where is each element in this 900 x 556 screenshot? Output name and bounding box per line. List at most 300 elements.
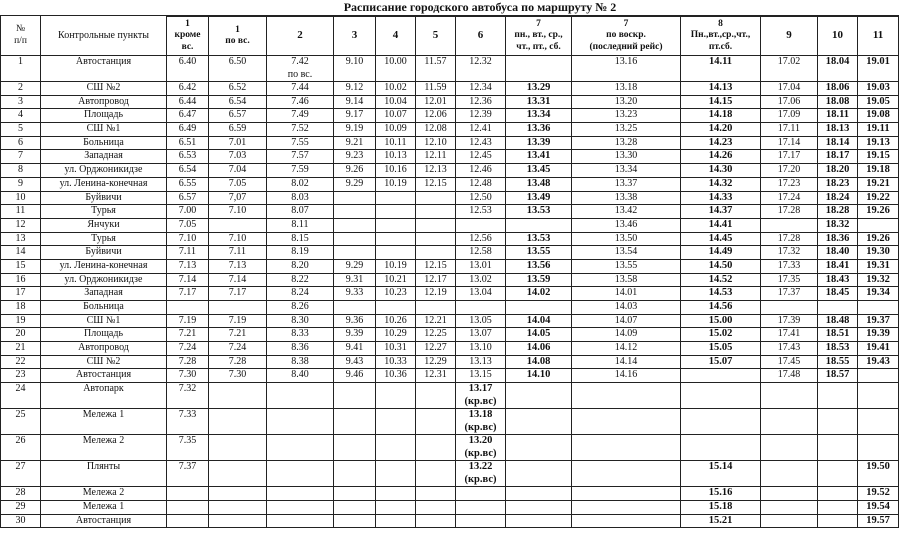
row-number: 5	[1, 123, 41, 137]
control-point-name: Западная	[41, 150, 167, 164]
table-row	[1, 273, 899, 287]
departure-time	[334, 409, 376, 435]
departure-time: 13.36	[506, 123, 572, 137]
departure-time: 19.34	[858, 287, 899, 301]
departure-time	[167, 301, 209, 315]
departure-time	[416, 191, 456, 205]
departure-time: 7.28	[209, 355, 267, 369]
departure-time: 9.36	[334, 314, 376, 328]
header-trip: 1 по вс.	[209, 17, 267, 56]
departure-time	[334, 435, 376, 461]
control-point-name: ул. Орджоникидзе	[41, 273, 167, 287]
departure-time: 17.06	[761, 95, 818, 109]
departure-time: 19.52	[858, 487, 899, 501]
departure-time	[456, 487, 506, 501]
header-trip: 2	[267, 17, 334, 56]
departure-time: 9.23	[334, 150, 376, 164]
departure-time: 7.11	[167, 246, 209, 260]
departure-time: 14.13	[681, 82, 761, 96]
departure-time	[681, 409, 761, 435]
row-number: 19	[1, 314, 41, 328]
row-number: 8	[1, 164, 41, 178]
departure-time	[376, 383, 416, 409]
header-trip: 6	[456, 17, 506, 56]
row-number: 30	[1, 514, 41, 528]
departure-time: 8.33	[267, 328, 334, 342]
departure-time: 13.25	[572, 123, 681, 137]
control-point-name: Буйвичи	[41, 191, 167, 205]
departure-time	[818, 461, 858, 487]
departure-time: 7,07	[209, 191, 267, 205]
departure-time: 9.10	[334, 56, 376, 82]
table-row	[1, 435, 899, 461]
departure-time: 14.33	[681, 191, 761, 205]
departure-time	[376, 232, 416, 246]
table-row	[1, 514, 899, 528]
departure-time: 19.01	[858, 56, 899, 82]
control-point-name: Турья	[41, 205, 167, 219]
departure-time: 10.02	[376, 82, 416, 96]
departure-time	[681, 369, 761, 383]
departure-time: 8.30	[267, 314, 334, 328]
departure-time: 17.23	[761, 177, 818, 191]
departure-time: 9.19	[334, 123, 376, 137]
departure-time: 17.43	[761, 342, 818, 356]
row-number: 26	[1, 435, 41, 461]
table-row	[1, 205, 899, 219]
departure-time: 14.53	[681, 287, 761, 301]
departure-time: 18.32	[818, 218, 858, 232]
table-row	[1, 259, 899, 273]
departure-time: 13.20	[572, 95, 681, 109]
departure-time	[858, 369, 899, 383]
departure-time: 7.46	[267, 95, 334, 109]
control-point-name: Янчуки	[41, 218, 167, 232]
table-row	[1, 232, 899, 246]
departure-time: 7.32	[167, 383, 209, 409]
departure-time: 12.01	[416, 95, 456, 109]
departure-time: 6.52	[209, 82, 267, 96]
departure-time: 19.26	[858, 205, 899, 219]
departure-time	[506, 218, 572, 232]
departure-time: 12.19	[416, 287, 456, 301]
departure-time: 10.16	[376, 164, 416, 178]
table-row	[1, 369, 899, 383]
departure-time: 10.07	[376, 109, 416, 123]
departure-time	[376, 487, 416, 501]
departure-time: 13.56	[506, 259, 572, 273]
departure-time	[761, 383, 818, 409]
departure-time: 17.09	[761, 109, 818, 123]
departure-time: 18.11	[818, 109, 858, 123]
departure-time: 14.50	[681, 259, 761, 273]
departure-time: 14.18	[681, 109, 761, 123]
departure-time: 17.28	[761, 205, 818, 219]
departure-time: 18.36	[818, 232, 858, 246]
table-row	[1, 164, 899, 178]
departure-time: 7.14	[209, 273, 267, 287]
departure-time: 17.20	[761, 164, 818, 178]
departure-time: 8.20	[267, 259, 334, 273]
departure-time: 17.35	[761, 273, 818, 287]
table-row	[1, 301, 899, 315]
departure-time: 13.05	[456, 314, 506, 328]
departure-time	[416, 435, 456, 461]
departure-time: 6.42	[167, 82, 209, 96]
departure-time: 17.04	[761, 82, 818, 96]
departure-time: 12.46	[456, 164, 506, 178]
departure-time: 7.30	[167, 369, 209, 383]
departure-time: 19.21	[858, 177, 899, 191]
departure-time: 14.10	[506, 369, 572, 383]
departure-time	[209, 383, 267, 409]
departure-time: 10.04	[376, 95, 416, 109]
departure-time: 10.19	[376, 177, 416, 191]
departure-time	[376, 461, 416, 487]
departure-time	[376, 409, 416, 435]
header-trip: 11	[858, 17, 899, 56]
departure-time: 6.54	[209, 95, 267, 109]
departure-time: 8.19	[267, 246, 334, 260]
departure-time: 12.50	[456, 191, 506, 205]
departure-time: 7.04	[209, 164, 267, 178]
departure-time: 7.11	[209, 246, 267, 260]
departure-time: 13.42	[572, 205, 681, 219]
departure-time: 12.34	[456, 82, 506, 96]
departure-time: 15.00	[681, 314, 761, 328]
departure-time: 13.50	[572, 232, 681, 246]
table-row	[1, 355, 899, 369]
departure-time: 18.24	[818, 191, 858, 205]
departure-time: 17.28	[761, 232, 818, 246]
departure-time: 13.17 (кр.вс)	[456, 383, 506, 409]
departure-time: 12.11	[416, 150, 456, 164]
departure-time	[416, 487, 456, 501]
departure-time	[572, 435, 681, 461]
departure-time: 12.45	[456, 150, 506, 164]
table-row	[1, 136, 899, 150]
departure-time	[761, 487, 818, 501]
departure-time	[761, 409, 818, 435]
departure-time: 18.51	[818, 328, 858, 342]
header-number: № п/п	[1, 16, 41, 56]
departure-time: 10.29	[376, 328, 416, 342]
departure-time: 12.43	[456, 136, 506, 150]
control-point-name: ул. Ленина-конечная	[41, 177, 167, 191]
departure-time	[376, 500, 416, 514]
departure-time	[572, 500, 681, 514]
departure-time: 13.28	[572, 136, 681, 150]
departure-time: 13.34	[572, 164, 681, 178]
header-control-points: Контрольные пункты	[41, 16, 167, 56]
departure-time	[858, 383, 899, 409]
table-row	[1, 82, 899, 96]
departure-time	[506, 56, 572, 82]
departure-time: 6.49	[167, 123, 209, 137]
departure-time: 7.19	[167, 314, 209, 328]
row-number: 23	[1, 369, 41, 383]
departure-time: 14.14	[572, 355, 681, 369]
control-point-name: Автостанция	[41, 514, 167, 528]
departure-time: 18.48	[818, 314, 858, 328]
departure-time: 19.30	[858, 246, 899, 260]
control-point-name: СШ №2	[41, 355, 167, 369]
departure-time	[209, 487, 267, 501]
row-number: 29	[1, 500, 41, 514]
table-row	[1, 500, 899, 514]
departure-time: 12.17	[416, 273, 456, 287]
departure-time	[209, 514, 267, 528]
table-row	[1, 109, 899, 123]
departure-time: 10.23	[376, 287, 416, 301]
row-number: 18	[1, 301, 41, 315]
departure-time: 7.28	[167, 355, 209, 369]
departure-time: 14.30	[681, 164, 761, 178]
departure-time: 10.11	[376, 136, 416, 150]
departure-time	[267, 487, 334, 501]
departure-time: 6.59	[209, 123, 267, 137]
control-point-name: Больница	[41, 301, 167, 315]
departure-time	[209, 461, 267, 487]
departure-time: 13.10	[456, 342, 506, 356]
table-row	[1, 409, 899, 435]
control-point-name: Автопарк	[41, 383, 167, 409]
departure-time	[572, 409, 681, 435]
departure-time: 15.05	[681, 342, 761, 356]
departure-time: 13.45	[506, 164, 572, 178]
departure-time: 14.04	[506, 314, 572, 328]
row-number: 21	[1, 342, 41, 356]
departure-time	[858, 218, 899, 232]
departure-time: 11.57	[416, 56, 456, 82]
departure-time	[416, 514, 456, 528]
departure-time: 7.10	[167, 232, 209, 246]
departure-time: 14.15	[681, 95, 761, 109]
departure-time	[681, 383, 761, 409]
departure-time: 19.26	[858, 232, 899, 246]
departure-time: 19.32	[858, 273, 899, 287]
departure-time: 19.57	[858, 514, 899, 528]
departure-time	[761, 435, 818, 461]
departure-time: 13.23	[572, 109, 681, 123]
departure-time: 7.00	[167, 205, 209, 219]
departure-time	[376, 218, 416, 232]
table-row	[1, 287, 899, 301]
page-title: Расписание городского автобуса по маршруту № 2	[343, 0, 617, 14]
departure-time: 14.41	[681, 218, 761, 232]
departure-time	[456, 500, 506, 514]
departure-time: 9.26	[334, 164, 376, 178]
departure-time	[416, 409, 456, 435]
departure-time: 17.24	[761, 191, 818, 205]
departure-time: 12.25	[416, 328, 456, 342]
departure-time: 18.04	[818, 56, 858, 82]
departure-time: 7.17	[167, 287, 209, 301]
departure-time: 14.12	[572, 342, 681, 356]
departure-time	[376, 246, 416, 260]
row-number: 1	[1, 56, 41, 82]
departure-time: 9.12	[334, 82, 376, 96]
departure-time: 19.18	[858, 164, 899, 178]
header-trip: 1 кроме вс.	[167, 17, 209, 56]
departure-time	[334, 218, 376, 232]
departure-time: 17.41	[761, 328, 818, 342]
departure-time: 10.26	[376, 314, 416, 328]
departure-time: 13.02	[456, 273, 506, 287]
header-trip: 10	[818, 17, 858, 56]
departure-time	[818, 500, 858, 514]
departure-time: 7.37	[167, 461, 209, 487]
departure-time	[334, 514, 376, 528]
departure-time	[209, 409, 267, 435]
departure-time: 13.34	[506, 109, 572, 123]
departure-time: 7.49	[267, 109, 334, 123]
departure-time: 10.19	[376, 259, 416, 273]
departure-time	[267, 514, 334, 528]
departure-time	[267, 383, 334, 409]
row-number: 11	[1, 205, 41, 219]
control-point-name: Автостанция	[41, 369, 167, 383]
departure-time: 9.41	[334, 342, 376, 356]
departure-time	[572, 514, 681, 528]
departure-time: 19.15	[858, 150, 899, 164]
departure-time	[818, 301, 858, 315]
departure-time: 15.02	[681, 328, 761, 342]
departure-time: 14.45	[681, 232, 761, 246]
departure-time: 17.11	[761, 123, 818, 137]
departure-time	[572, 383, 681, 409]
control-point-name: Мележа 2	[41, 487, 167, 501]
departure-time: 18.17	[818, 150, 858, 164]
departure-time: 9.29	[334, 177, 376, 191]
table-row	[1, 150, 899, 164]
table-row	[1, 246, 899, 260]
departure-time: 14.07	[572, 314, 681, 328]
departure-time: 12.41	[456, 123, 506, 137]
departure-time: 13.07	[456, 328, 506, 342]
departure-time: 7.13	[167, 259, 209, 273]
row-number: 17	[1, 287, 41, 301]
row-number: 27	[1, 461, 41, 487]
departure-time: 12.31	[416, 369, 456, 383]
departure-time: 13.37	[572, 177, 681, 191]
departure-time	[506, 461, 572, 487]
departure-time: 15.21	[681, 514, 761, 528]
departure-time: 19.08	[858, 109, 899, 123]
row-number: 10	[1, 191, 41, 205]
departure-time: 7.17	[209, 287, 267, 301]
departure-time: 13.53	[506, 205, 572, 219]
departure-time	[416, 383, 456, 409]
departure-time	[506, 383, 572, 409]
departure-time: 12.06	[416, 109, 456, 123]
departure-time	[334, 205, 376, 219]
table-row	[1, 383, 899, 409]
table-row	[1, 461, 899, 487]
header-trip: 7 по воскр. (последний рейс)	[572, 17, 681, 56]
departure-time: 12.10	[416, 136, 456, 150]
departure-time	[858, 301, 899, 315]
departure-time: 7.10	[209, 205, 267, 219]
departure-time	[761, 301, 818, 315]
departure-time: 13.59	[506, 273, 572, 287]
header-trip: 9	[761, 17, 818, 56]
control-point-name: Плянты	[41, 461, 167, 487]
control-point-name: Автопровод	[41, 95, 167, 109]
control-point-name: Турья	[41, 232, 167, 246]
departure-time	[376, 514, 416, 528]
departure-time: 11.59	[416, 82, 456, 96]
departure-time	[572, 461, 681, 487]
control-point-name: Мележа 2	[41, 435, 167, 461]
departure-time: 14.01	[572, 287, 681, 301]
row-number: 12	[1, 218, 41, 232]
departure-time: 7.59	[267, 164, 334, 178]
departure-time: 7.21	[167, 328, 209, 342]
departure-time: 14.02	[506, 287, 572, 301]
departure-time: 6.55	[167, 177, 209, 191]
departure-time: 12.27	[416, 342, 456, 356]
table-row	[1, 123, 899, 137]
departure-time	[209, 301, 267, 315]
departure-time	[858, 435, 899, 461]
row-number: 6	[1, 136, 41, 150]
departure-time: 12.56	[456, 232, 506, 246]
departure-time: 8.15	[267, 232, 334, 246]
departure-time: 7.42 по вс.	[267, 56, 334, 82]
departure-time: 18.40	[818, 246, 858, 260]
departure-time: 6.44	[167, 95, 209, 109]
departure-time: 19.39	[858, 328, 899, 342]
departure-time	[267, 500, 334, 514]
departure-time: 7.13	[209, 259, 267, 273]
departure-time: 9.46	[334, 369, 376, 383]
departure-time	[818, 435, 858, 461]
departure-time: 10.36	[376, 369, 416, 383]
departure-time	[818, 409, 858, 435]
departure-time	[818, 514, 858, 528]
departure-time: 10.00	[376, 56, 416, 82]
departure-time: 14.49	[681, 246, 761, 260]
departure-time	[416, 461, 456, 487]
departure-time	[209, 435, 267, 461]
departure-time: 13.04	[456, 287, 506, 301]
departure-time	[416, 205, 456, 219]
departure-time: 8.02	[267, 177, 334, 191]
departure-time: 13.48	[506, 177, 572, 191]
departure-time: 13.31	[506, 95, 572, 109]
departure-time: 7.01	[209, 136, 267, 150]
schedule-table	[0, 15, 899, 528]
departure-time: 9.31	[334, 273, 376, 287]
control-point-name: СШ №1	[41, 123, 167, 137]
departure-time: 14.37	[681, 205, 761, 219]
departure-time: 18.43	[818, 273, 858, 287]
departure-time: 18.45	[818, 287, 858, 301]
departure-time: 12.13	[416, 164, 456, 178]
row-number: 13	[1, 232, 41, 246]
departure-time	[761, 218, 818, 232]
departure-time: 18.06	[818, 82, 858, 96]
departure-time: 15.16	[681, 487, 761, 501]
row-number: 25	[1, 409, 41, 435]
control-point-name: Мележа 1	[41, 500, 167, 514]
departure-time: 17.17	[761, 150, 818, 164]
departure-time	[334, 500, 376, 514]
departure-time	[572, 487, 681, 501]
table-row	[1, 56, 899, 82]
departure-time: 18.53	[818, 342, 858, 356]
